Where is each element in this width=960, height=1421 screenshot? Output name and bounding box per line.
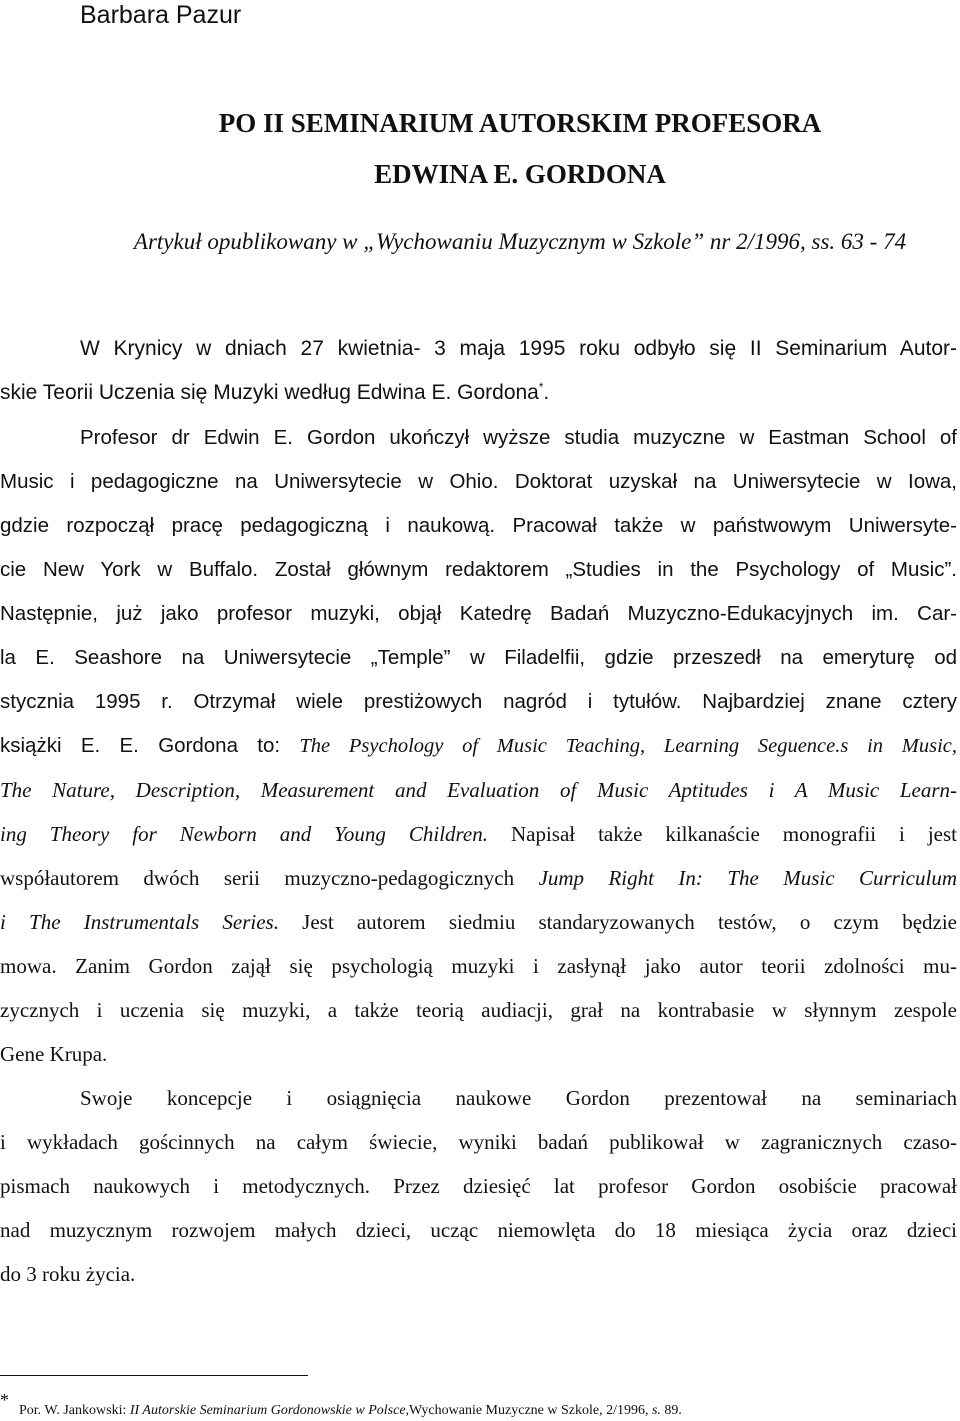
footnote-text: Wychowanie Muzyczne w Szkole, 2/1996, [409,1403,652,1418]
bio-line: zycznych i uczenia się muzyki, a także teorią audiacji, grał na kontrabasie w słynnym zespole [0,998,957,1022]
footnote-page-abbrev: s. [651,1403,661,1418]
intro-text-end: . [543,381,550,404]
bio-line [0,768,957,812]
bio-line [0,724,957,768]
bio-line: Music i pedagogiczne na Uniwersytecie w Ohio. Doktorat uzyskał na Uniwersytecie w Iowa, [0,470,957,493]
footnote-cited-title: II Autorskie Seminarium Gordonowskie w Polsce, [129,1403,410,1418]
bio-text: współautorem dwóch serii muzyczno-pedagogicznych [0,866,539,890]
concepts-line: pismach naukowych i metodycznych. Przez dziesięć lat profesor Gordon osobiście pracował [0,1174,957,1198]
article-title-line-2: EDWINA E. GORDONA [374,159,666,189]
intro-line [0,371,957,415]
bio-line: Następnie, już jako profesor muzyki, objął Katedrę Badań Muzyczno-Edukacyjnych im. Car- [0,602,957,625]
footnote-divider [0,1375,308,1376]
bio-line: Profesor dr Edwin E. Gordon ukończył wyższe studia muzyczne w Eastman School of [80,426,957,449]
book-title: The Psychology of Music Teaching, Learning Seguence.s in Music, [299,735,957,757]
bio-text: Napisał także kilkanaście monografii i jest [488,822,958,846]
bio-line [0,856,957,900]
bio-line: stycznia 1995 r. Otrzymał wiele prestiżowych nagród i tytułów. Najbardziej znane cztery [0,690,957,713]
bio-line [0,812,957,856]
intro-line: W Krynicy w dniach 27 kwietnia- 3 maja 1995 roku odbyło się II Seminarium Autor- [80,337,957,360]
book-title: Jump Right In: The Music Curriculum [538,866,957,890]
article-title-line-1: PO II SEMINARIUM AUTORSKIM PROFESORA [218,108,822,138]
concepts-line: do 3 roku życia. [0,1262,136,1286]
bio-text: książki E. E. Gordona to: [0,734,300,757]
concepts-line: i wykładach gościnnych na całym świecie, wyniki badań publikował w zagranicznych czaso- [0,1130,957,1154]
footnote-reference: * [538,382,544,394]
bio-line: cie New York w Buffalo. Został głównym redaktorem „Studies in the Psychology of Music”. [0,558,957,581]
footnote-mark: * [0,1390,9,1410]
book-title: The Nature, Description, Measurement and Evaluation of Music Aptitudes i A Music Learn- [0,778,957,802]
footnote-text: Por. W. Jankowski: [19,1403,130,1418]
article-subtitle: Artykuł opublikowany w „Wychowaniu Muzycznym w Szkole” nr 2/1996, ss. 63 - 74 [133,229,907,254]
bio-text: Jest autorem siedmiu standaryzowanych testów, o czym będzie [278,910,958,934]
bio-line: Gene Krupa. [0,1042,108,1066]
bio-line: la E. Seashore na Uniwersytecie „Temple” w Filadelfii, gdzie przeszedł na emeryturę od [0,646,957,669]
footnote-page: 89. [660,1403,682,1418]
bio-line [0,900,957,944]
book-title: ing Theory for Newborn and Young Children. [0,822,489,846]
bio-line: mowa. Zanim Gordon zajął się psychologią muzyki i zasłynął jako autor teorii zdolności mu- [0,954,957,978]
concepts-line: nad muzycznym rozwojem małych dzieci, ucząc niemowlęta do 18 miesiąca życia oraz dzieci [0,1218,957,1242]
footnote [0,1390,900,1421]
article-title [80,98,960,200]
concepts-line: Swoje koncepcje i osiągnięcia naukowe Gordon prezentował na seminariach [80,1086,957,1110]
bio-line: gdzie rozpoczął pracę pedagogiczną i naukową. Pracował także w państwowym Uniwersyte- [0,514,957,537]
intro-text: skie Teorii Uczenia się Muzyki według Edwina E. Gordona [0,381,539,404]
author-name: Barbara Pazur [80,1,242,29]
book-title: i The Instrumentals Series. [0,910,279,934]
